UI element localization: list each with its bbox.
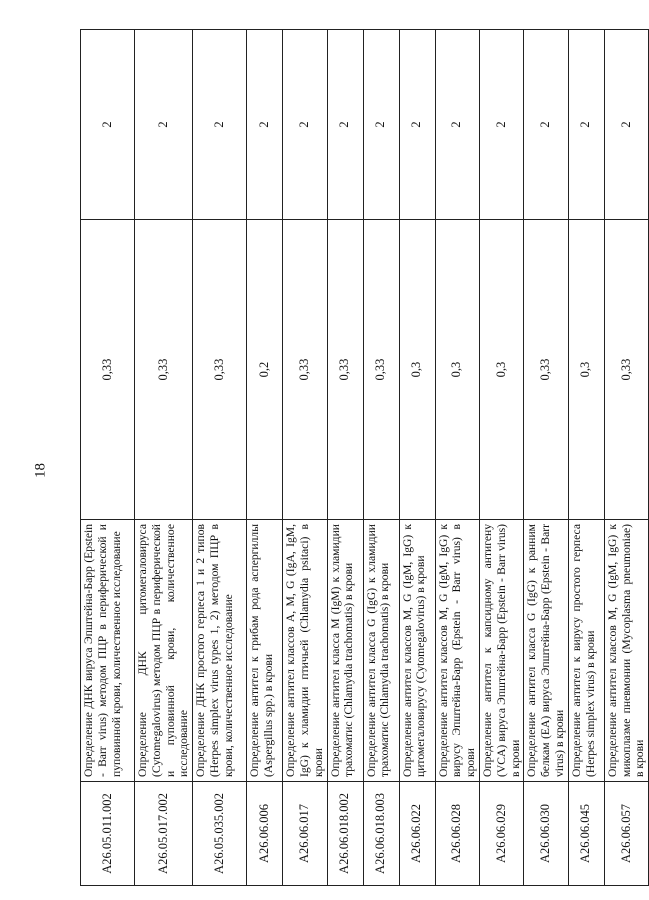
table-row <box>435 30 479 886</box>
table-row <box>283 30 327 886</box>
multiplicity-value: 2 <box>247 30 283 220</box>
service-description: Определение антител классов M, G (IgM, IgG) к микоплазме пневмонии (Mycoplasma pneumoniae) в крови <box>604 520 648 782</box>
service-code: A26.06.057 <box>604 782 648 886</box>
table-row <box>193 30 247 886</box>
service-description: Определение ДНК цитомегаловируса (Cytomegalovirus) методом ПЦР в периферической и пуповинной крови, количественное исследование <box>135 520 193 782</box>
service-code: A26.05.011.002 <box>81 782 135 886</box>
page-number: 18 <box>32 463 49 478</box>
frequency-value: 0,3 <box>479 220 523 520</box>
service-description: Определение антител класса G (IgG) к ранним белкам (EA) вируса Эпштейна-Барр (Epstein - Barr virus) в крови <box>524 520 568 782</box>
service-description: Определение антител класса G (IgG) к хламидии трахоматис (Chlamydia trachomatis) в крови <box>363 520 399 782</box>
service-code: A26.06.018.002 <box>327 782 363 886</box>
frequency-value: 0,3 <box>568 220 604 520</box>
service-description: Определение ДНК простого герпеса 1 и 2 типов (Herpes simplex virus types 1, 2) методом ПЦР в крови, количественное исследование <box>193 520 247 782</box>
service-description: Определение антител классов M, G (IgM, IgG) к цитомегаловирусу (Cytomegalovirus) в крови <box>399 520 435 782</box>
service-code: A26.06.045 <box>568 782 604 886</box>
service-code: A26.06.030 <box>524 782 568 886</box>
frequency-value: 0,33 <box>524 220 568 520</box>
frequency-value: 0,3 <box>399 220 435 520</box>
service-code: A26.06.006 <box>247 782 283 886</box>
services-table <box>80 29 649 886</box>
service-code: A26.06.018.003 <box>363 782 399 886</box>
service-description: Определение антител классов M, G (IgM, IgG) к вирусу Эпштейна-Барр (Epstein - Barr virus) в крови <box>435 520 479 782</box>
service-description: Определение антител к капсидному антигену (VCA) вируса Эпштейна-Барр (Epstein - Barr virus) в крови <box>479 520 523 782</box>
frequency-value: 0,33 <box>193 220 247 520</box>
frequency-value: 0,33 <box>81 220 135 520</box>
multiplicity-value: 2 <box>81 30 135 220</box>
service-code: A26.06.028 <box>435 782 479 886</box>
multiplicity-value: 2 <box>135 30 193 220</box>
table-row <box>604 30 648 886</box>
service-code: A26.06.017 <box>283 782 327 886</box>
table-row <box>524 30 568 886</box>
frequency-value: 0,33 <box>327 220 363 520</box>
table-row <box>568 30 604 886</box>
multiplicity-value: 2 <box>568 30 604 220</box>
frequency-value: 0,33 <box>604 220 648 520</box>
multiplicity-value: 2 <box>193 30 247 220</box>
frequency-value: 0,2 <box>247 220 283 520</box>
table-row <box>479 30 523 886</box>
table-row <box>363 30 399 886</box>
multiplicity-value: 2 <box>524 30 568 220</box>
service-description: Определение антител класса M (IgM) к хламидии трахоматис (Chlamydia trachomatis) в крови <box>327 520 363 782</box>
service-code: A26.05.035.002 <box>193 782 247 886</box>
frequency-value: 0,33 <box>363 220 399 520</box>
service-description: Определение антител к вирусу простого герпеса (Herpes simplex virus) в крови <box>568 520 604 782</box>
frequency-value: 0,3 <box>435 220 479 520</box>
service-code: A26.05.017.002 <box>135 782 193 886</box>
multiplicity-value: 2 <box>399 30 435 220</box>
multiplicity-value: 2 <box>479 30 523 220</box>
table-row <box>135 30 193 886</box>
multiplicity-value: 2 <box>363 30 399 220</box>
multiplicity-value: 2 <box>435 30 479 220</box>
service-description: Определение антител к грибам рода аспергиллы (Aspergillus spp.) в крови <box>247 520 283 782</box>
frequency-value: 0,33 <box>135 220 193 520</box>
service-description: Определение ДНК вируса Эпштейна-Барр (Epstein - Barr virus) методом ПЦР в периферической и пуповинной крови, количественное исследование <box>81 520 135 782</box>
service-code: A26.06.029 <box>479 782 523 886</box>
multiplicity-value: 2 <box>283 30 327 220</box>
table-row <box>81 30 135 886</box>
table-row <box>247 30 283 886</box>
service-code: A26.06.022 <box>399 782 435 886</box>
frequency-value: 0,33 <box>283 220 327 520</box>
rotated-table-wrapper <box>80 30 647 886</box>
service-description: Определение антител классов A, M, G (IgA, IgM, IgG) к хламидии птичьей (Chlamydia psitaci) в крови <box>283 520 327 782</box>
table-row <box>327 30 363 886</box>
multiplicity-value: 2 <box>604 30 648 220</box>
table-row <box>399 30 435 886</box>
multiplicity-value: 2 <box>327 30 363 220</box>
